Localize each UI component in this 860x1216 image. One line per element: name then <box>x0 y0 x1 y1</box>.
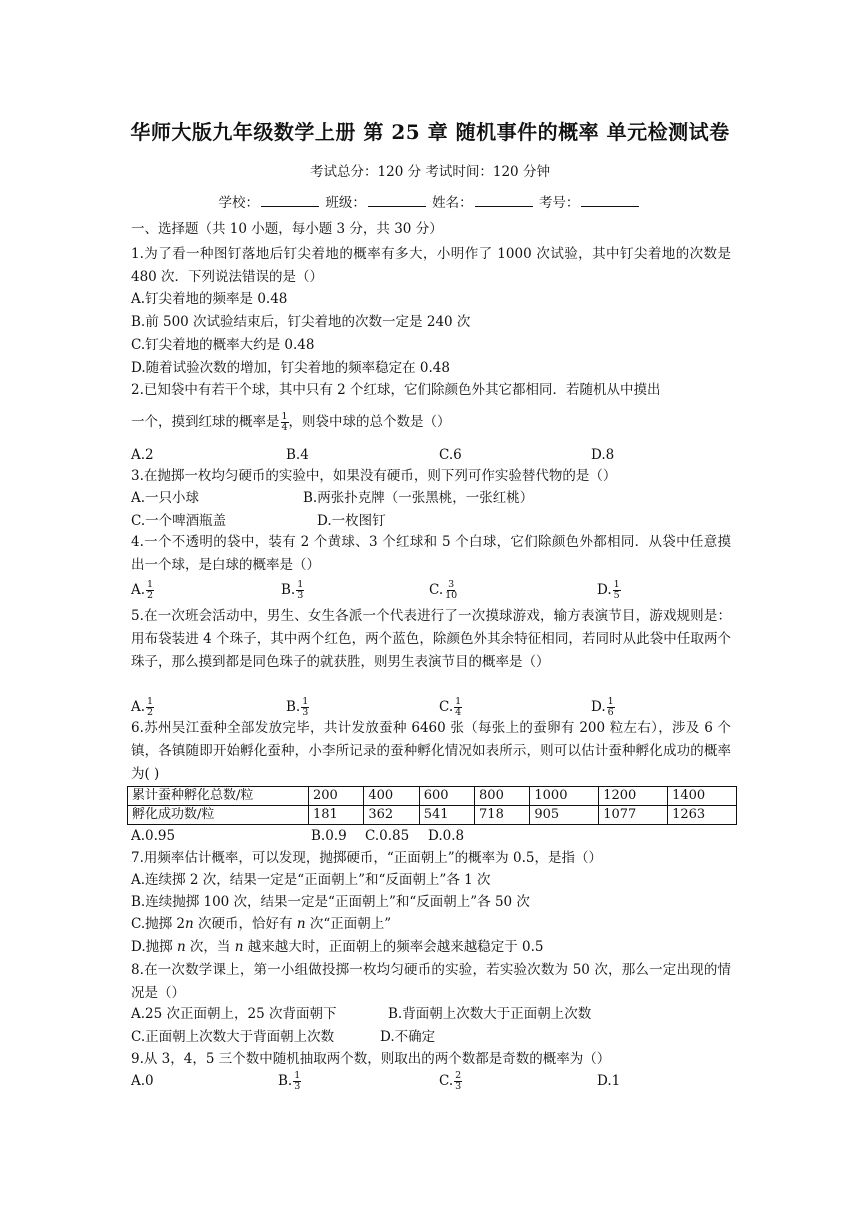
table-row-label: 孵化成功数/粒 <box>128 806 309 825</box>
question-2-option-a: A.2 <box>131 447 154 463</box>
question-3-option-d: D.一枚图钉 <box>317 513 386 529</box>
question-4-stem: 4.一个不透明的袋中，装有 2 个黄球、3 个红球和 5 个白球，它们除颜色外都相同．从袋中任意摸出一个球，是白球的概率是（） <box>131 534 731 573</box>
question-2-option-b: B.4 <box>286 447 309 463</box>
table-cell: 905 <box>530 806 599 825</box>
question-2-stem-line1: 2.已知袋中有若干个球，其中只有 2 个红球，它们除颜色外其它都相同．若随机从中摸出 <box>131 382 661 398</box>
question-3-option-b: B.两张扑克牌（一张黑桃，一张红桃） <box>303 490 534 506</box>
table-row <box>128 806 737 825</box>
question-4-option-c: C. $\frac{3}{10}$ <box>429 579 458 601</box>
question-1-option-a: A.钉尖着地的频率是 0.48 <box>131 291 288 307</box>
table-cell: 1200 <box>599 787 668 806</box>
question-5-option-a: A. $\frac{1}{2}$ <box>131 696 154 718</box>
name-label: 姓名： <box>432 195 473 211</box>
school-blank <box>261 194 319 207</box>
question-1-option-b: B.前 500 次试验结束后，钉尖着地的次数一定是 240 次 <box>131 314 471 330</box>
exam-info: 考试总分：120 分 考试时间：120 分钟 <box>310 164 550 180</box>
class-label: 班级： <box>325 195 366 211</box>
table-cell: 200 <box>309 787 364 806</box>
table-cell: 600 <box>419 787 474 806</box>
question-8-option-a: A.25 次正面朝上，25 次背面朝下 <box>131 1006 337 1022</box>
school-label: 学校： <box>218 195 260 211</box>
question-8-option-c: C.正面朝上次数大于背面朝上次数 <box>131 1029 335 1045</box>
question-6-stem: 6.苏州吴江蚕种全部发放完毕，共计发放蚕种 6460 张（每张上的蚕卵有 200 粒左右），涉及 6 个镇，各镇随即开始孵化蚕种，小李所记录的蚕种孵化情况如表所示，则可以估计蚕种孵化成功的概率为( ) <box>131 720 731 782</box>
question-2-stem-line2: 一个，摸到红球的概率是 $\frac{1}{4}$ ，则袋中球的总个数是（） <box>131 411 451 433</box>
table-cell: 1263 <box>668 806 737 825</box>
table-cell: 181 <box>309 806 364 825</box>
question-6-option-a: A.0.95 <box>131 828 176 844</box>
question-8-stem: 8.在一次数学课上，第一小组做投掷一枚均匀硬币的实验，若实验次数为 50 次，那么一定出现的情况是（） <box>131 962 731 1001</box>
question-3-stem: 3.在抛掷一枚均匀硬币的实验中，如果没有硬币，则下列可作实验替代物的是（） <box>131 468 617 484</box>
question-4-option-b: B. $\frac{1}{3}$ <box>281 579 304 601</box>
fraction: $\frac{1}{4}$ <box>281 411 288 433</box>
question-8-option-b: B.背面朝上次数大于正面朝上次数 <box>388 1006 592 1022</box>
question-7-option-c: C.抛掷 2n 次硬币，恰好有 n 次“正面朝上” <box>131 916 392 932</box>
section-heading: 一、选择题（共 10 小题，每小题 3 分，共 30 分） <box>131 221 443 237</box>
question-9-option-c: C. $\frac{2}{3}$ <box>439 1070 462 1092</box>
question-9-option-d: D.1 <box>597 1073 621 1089</box>
question-8-option-d: D.不确定 <box>380 1029 436 1045</box>
table-cell: 541 <box>419 806 474 825</box>
question-5-option-d: D. $\frac{1}{6}$ <box>591 696 614 718</box>
question-9-stem: 9.从 3，4，5 三个数中随机抽取两个数，则取出的两个数都是奇数的概率为（） <box>131 1051 611 1067</box>
question-9-option-b: B. $\frac{1}{3}$ <box>278 1070 301 1092</box>
question-2-option-d: D.8 <box>591 447 615 463</box>
table-cell: 1000 <box>530 787 599 806</box>
number-blank <box>581 194 639 207</box>
question-1-stem: 1.为了看一种图钉落地后钉尖着地的概率有多大，小明作了 1000 次试验，其中钉尖着地的次数是 480 次．下列说法错误的是（） <box>131 246 731 285</box>
question-7-option-b: B.连续抛掷 100 次，结果一定是“正面朝上”和“反面朝上”各 50 次 <box>131 894 530 910</box>
table-cell: 800 <box>475 787 530 806</box>
question-5-option-c: C. $\frac{1}{4}$ <box>439 696 462 718</box>
student-info-form <box>0 191 860 211</box>
name-blank <box>475 194 533 207</box>
question-9-option-a: A.0 <box>131 1073 154 1089</box>
hatching-data-table <box>127 786 737 825</box>
table-cell: 718 <box>475 806 530 825</box>
table-cell: 400 <box>364 787 419 806</box>
table-cell: 1400 <box>668 787 737 806</box>
class-blank <box>368 194 426 207</box>
question-3-option-a: A.一只小球 <box>131 490 200 506</box>
number-label: 考号： <box>538 195 580 211</box>
table-row <box>128 787 737 806</box>
question-4-option-a: A. $\frac{1}{2}$ <box>131 579 154 601</box>
question-1-option-d: D.随着试验次数的增加，钉尖着地的频率稳定在 0.48 <box>131 360 450 376</box>
question-5-stem: 5.在一次班会活动中，男生、女生各派一个代表进行了一次摸球游戏，输方表演节目，游戏规则是：用布袋装进 4 个珠子，其中两个红色，两个蓝色，除颜色外其余特征相同，若同时从此袋中任取两个珠子，那么摸到都是同色珠子的就获胜，则男生表演节目的概率是（） <box>131 608 731 670</box>
question-7-stem: 7.用频率估计概率，可以发现，抛掷硬币，“正面朝上”的概率为 0.5，是指（） <box>131 850 602 866</box>
table-cell: 362 <box>364 806 419 825</box>
question-1-option-c: C.钉尖着地的概率大约是 0.48 <box>131 337 315 353</box>
question-2-option-c: C.6 <box>439 447 462 463</box>
question-5-option-b: B. $\frac{1}{3}$ <box>286 696 309 718</box>
question-4-option-d: D. $\frac{1}{5}$ <box>597 579 620 601</box>
page-title: 华师大版九年级数学上册 第 25 章 随机事件的概率 单元检测试卷 <box>130 120 730 144</box>
question-6-option-c: C.0.85 <box>365 828 410 844</box>
question-3-option-c: C.一个啤酒瓶盖 <box>131 513 227 529</box>
table-cell: 1077 <box>599 806 668 825</box>
question-7-option-d: D.抛掷 n 次，当 n 越来越大时，正面朝上的频率会越来越稳定于 0.5 <box>131 939 544 955</box>
question-6-option-b: B.0.9 <box>311 828 347 844</box>
table-row-label: 累计蚕种孵化总数/粒 <box>128 787 309 806</box>
question-6-option-d: D.0.8 <box>428 828 465 844</box>
question-7-option-a: A.连续掷 2 次，结果一定是“正面朝上”和“反面朝上”各 1 次 <box>131 872 491 888</box>
